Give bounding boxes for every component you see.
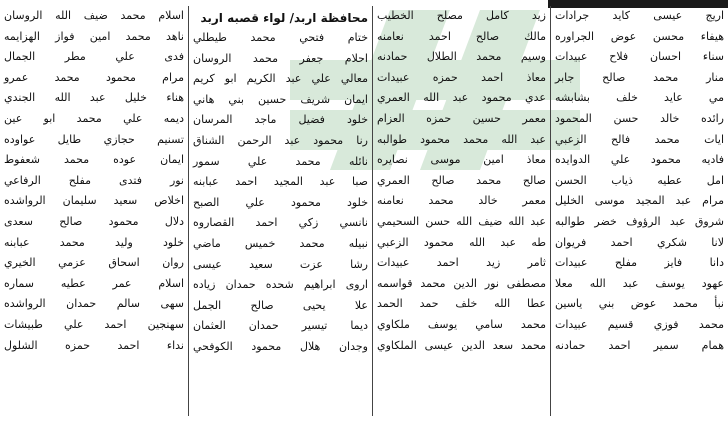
names-column-1 [550, 6, 728, 416]
name-entry: دلال محمود صالح سعدى [4, 214, 184, 228]
name-entry: معمر خالد محمد نعامنه [377, 194, 546, 208]
name-entry: صالح محمد صالح العمري [377, 173, 546, 187]
name-entry: علا يحيى صالح الجمل [193, 298, 368, 312]
name-entry: احلام جعفر محمد الروسان [193, 51, 368, 65]
name-entry: وجدان هلال محمود الكوفحي [193, 339, 368, 353]
name-entry: هيفاء محسن عوض الجراوره [555, 29, 724, 43]
name-entry: روان اسحاق عزمي الخيري [4, 256, 184, 270]
name-entry: سهى سالم حمدان الرواشده [4, 297, 184, 311]
name-entry: اخلاص سعيد سليمان الرواشده [4, 194, 184, 208]
name-entry: معالي علي عبد الكريم ابو كريم [193, 72, 368, 86]
name-entry: خلود فضيل ماجد المرسان [193, 113, 368, 127]
names-list-2 [377, 6, 546, 356]
name-entry: امل عطيه ذياب الحسن [555, 173, 724, 187]
name-entry: اسلام عمر عطيه سماره [4, 276, 184, 290]
names-list-4 [4, 6, 184, 356]
names-list-3 [193, 28, 368, 358]
name-entry: طه عبد الله محمود الزعبي [377, 235, 546, 249]
name-entry: ثامر زيد احمد عبيدات [377, 256, 546, 270]
name-entry: شروق عبد الرؤوف خضر طوالبه [555, 214, 724, 228]
name-entry: ناهد محمد امين فواز الهزايمه [4, 29, 184, 43]
name-entry: اريج عيسى كايد جرادات [555, 9, 724, 22]
name-entry: نبيله محمد خميس ماضي [193, 236, 368, 250]
name-entry: عبد الله محمد محمود طوالبه [377, 132, 546, 146]
name-entry: رشا عزت سعيد عيسى [193, 257, 368, 271]
name-entry: هناء خليل عبد الله الجندي [4, 91, 184, 105]
name-entry: معاذ امين موسى نصايره [377, 153, 546, 167]
name-entry: نداء احمد حمزه الشلول [4, 338, 184, 352]
name-entry: معمر حسين حمزه العزام [377, 111, 546, 125]
name-entry: رنا محمود عبد الرحمن الشناق [193, 133, 368, 147]
name-entry: محمد سعد الدين عيسى الملكاوي [377, 338, 546, 352]
names-column-4 [0, 6, 188, 416]
name-entry: ديمه علي محمد ابو عين [4, 111, 184, 125]
name-entry: محمد سامي يوسف ملكاوي [377, 317, 546, 331]
name-entry: سناء احسان فلاح عبيدات [555, 50, 724, 64]
name-entry: وسيم محمد الطلال حمادنه [377, 50, 546, 64]
name-entry: همام سمير احمد حمادنه [555, 338, 724, 352]
name-entry: خلود وليد محمد عبابنه [4, 235, 184, 249]
name-entry: نور فتدى مفلح الرفاعي [4, 173, 184, 187]
name-entry: ايمان شريف حسين بني هاني [193, 92, 368, 106]
name-entry: نانسي زكي احمد القصاروه [193, 216, 368, 230]
name-entry: فاديه محمود علي الدوايده [555, 153, 724, 167]
name-entry: منار محمد صالح جابر [555, 70, 724, 84]
name-entry: ختام فتحي محمد طيطلي [193, 31, 368, 44]
name-entry: خلود محمود علي الصبح [193, 195, 368, 209]
name-entry: نائله محمد علي سمور [193, 154, 368, 168]
names-list-1 [555, 6, 724, 356]
name-entry: معاذ احمد حمزه عبيدات [377, 70, 546, 84]
name-entry: اروى ابراهيم شحده حمدان زياده [193, 278, 368, 292]
name-entry: اسلام محمد ضيف الله الروسان [4, 9, 184, 22]
name-entry: لانا شكري احمد فريوان [555, 235, 724, 249]
name-entry: صبا عبد المجيد احمد عبابنه [193, 175, 368, 189]
name-entry: عدي محمود عبد الله العمري [377, 91, 546, 105]
name-entry: مرام عبد المجيد موسى الخليل [555, 194, 724, 208]
name-entry: دانا فايز مفلح عبيدات [555, 256, 724, 270]
name-entry: ايات محمد فالح الزعبي [555, 132, 724, 146]
name-entry: محمد فوزي قسيم عبيدات [555, 317, 724, 331]
section-heading: محافظة اربد/ لواء قصبه اربد [200, 11, 368, 25]
name-entry: عبد الله ضيف الله حسن السحيمي [377, 214, 546, 228]
name-entry: تسنيم حجازي طايل عواوده [4, 132, 184, 146]
name-entry: رائده خالد حسن المحمود [555, 111, 724, 125]
name-entry: عطا الله خلف حمد الحمد [377, 297, 546, 311]
names-column-2 [372, 6, 550, 416]
names-column-3 [188, 6, 372, 416]
name-entry: مي عايد خلف بشابشه [555, 91, 724, 105]
name-entry: مصطفى نور الدين محمد قواسمه [377, 276, 546, 290]
name-entry: مالك صالح احمد نعامنه [377, 29, 546, 43]
name-entry: سهنجين احمد علي طبيشات [4, 317, 184, 331]
name-entry: عهود يوسف عبد الله معلا [555, 276, 724, 290]
name-entry: ايمان عوده محمد شعفوط [4, 153, 184, 167]
name-entry: فدى علي مطر الجمال [4, 50, 184, 64]
name-entry: زيد كامل مصلح الخطيب [377, 9, 546, 22]
name-entry: نبأ محمد عوض بني ياسين [555, 297, 724, 311]
name-entry: مرام محمود محمد عمرو [4, 70, 184, 84]
name-entry: ديما تيسير حمدان العثمان [193, 319, 368, 333]
